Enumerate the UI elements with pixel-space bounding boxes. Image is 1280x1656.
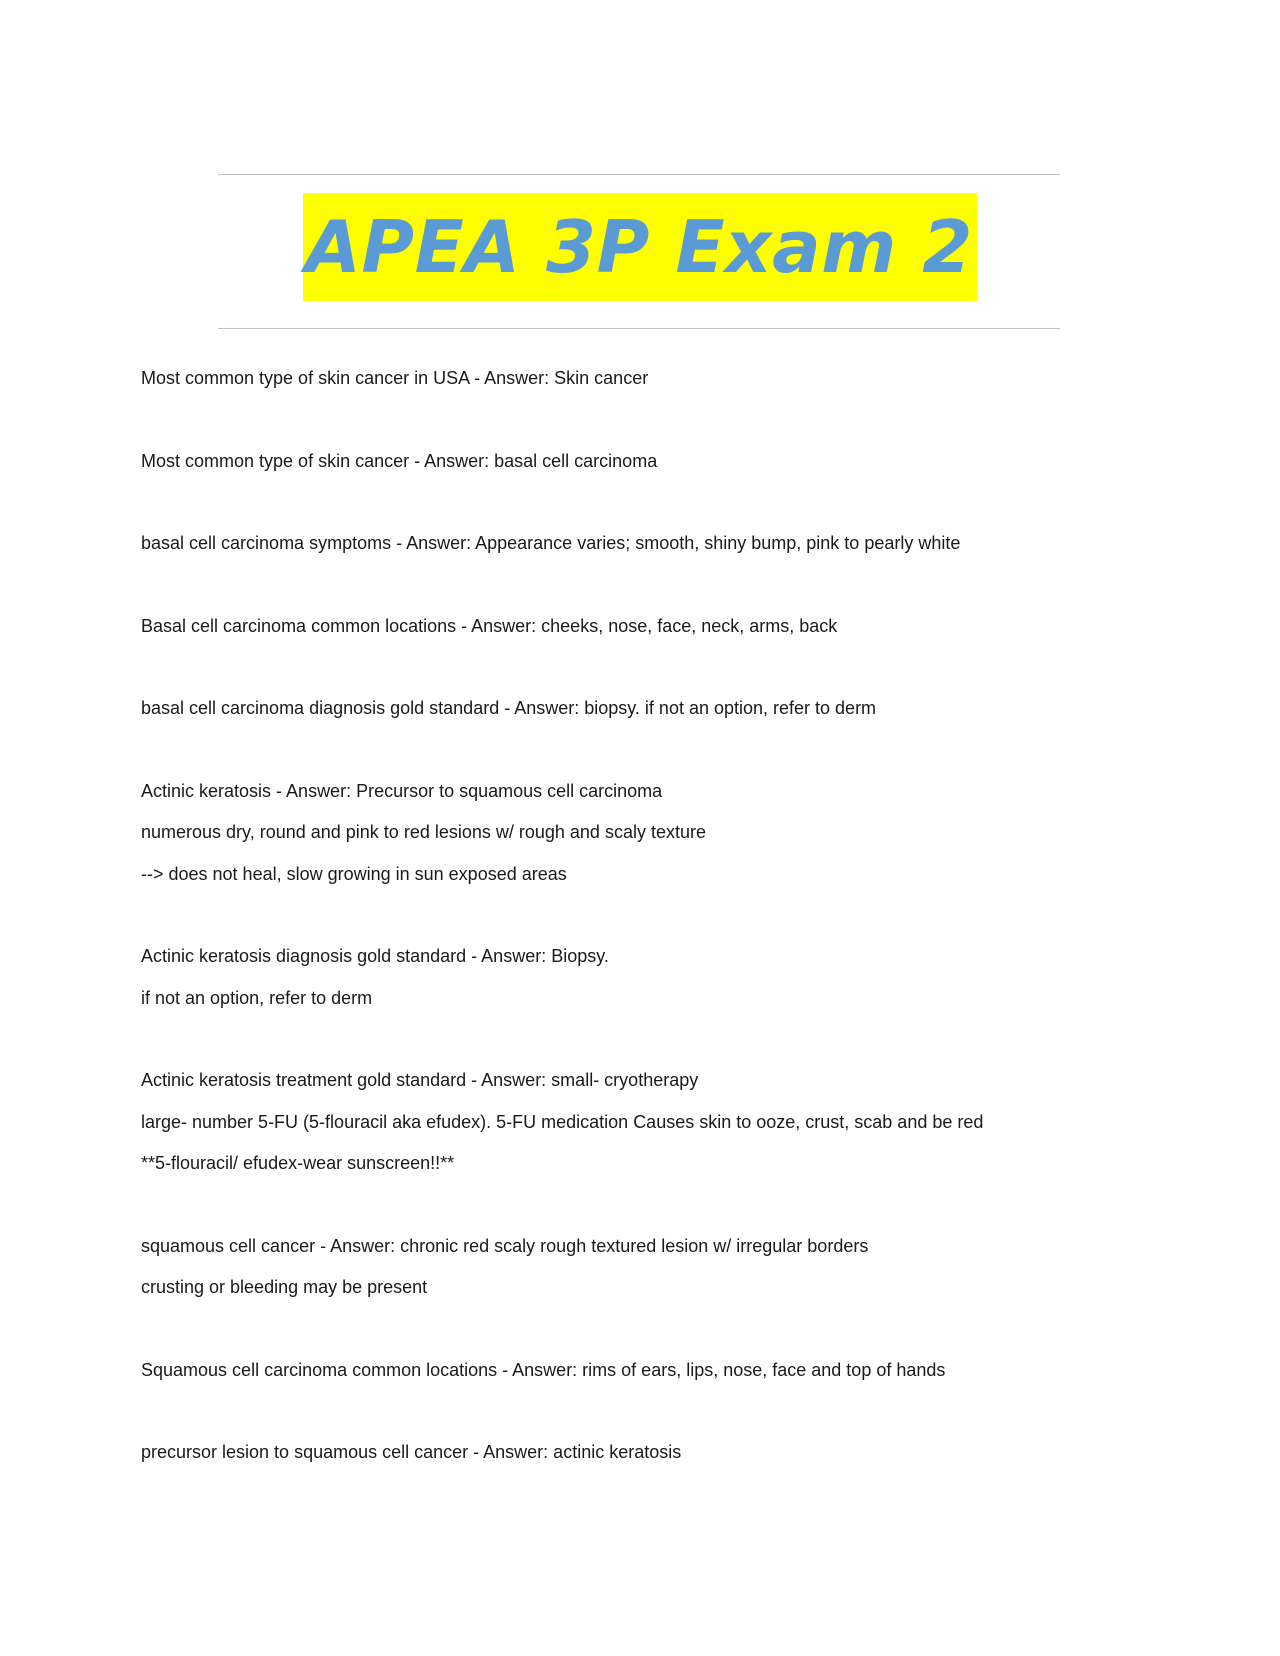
- title-rule-bottom: [218, 328, 1060, 329]
- qa-line: Squamous cell carcinoma common locations - Answer: rims of ears, lips, nose, face and top of hands: [141, 1359, 946, 1380]
- qa-line: --> does not heal, slow growing in sun exposed areas: [141, 863, 567, 884]
- qa-line: Most common type of skin cancer in USA - Answer: Skin cancer: [141, 368, 649, 388]
- qa-list: [141, 358, 1141, 1515]
- qa-line: squamous cell cancer - Answer: chronic red scaly rough textured lesion w/ irregular borders: [141, 1235, 869, 1256]
- qa-line: basal cell carcinoma diagnosis gold standard - Answer: biopsy. if not an option, refer to derm: [141, 698, 877, 718]
- qa-line: if not an option, refer to derm: [141, 987, 373, 1008]
- qa-entry: [141, 688, 1141, 730]
- qa-line: basal cell carcinoma symptoms - Answer: Appearance varies; smooth, shiny bump, pink to pearly white: [141, 533, 961, 553]
- qa-entry: [141, 523, 1141, 565]
- qa-line: Most common type of skin cancer - Answer: basal cell carcinoma: [141, 450, 658, 471]
- qa-line: **5-flouracil/ efudex-wear sunscreen!!**: [141, 1153, 455, 1173]
- qa-entry: [141, 1226, 1141, 1309]
- qa-line: crusting or bleeding may be present: [141, 1277, 428, 1297]
- qa-line: precursor lesion to squamous cell cancer - Answer: actinic keratosis: [141, 1442, 682, 1462]
- qa-entry: [141, 441, 1141, 483]
- qa-entry: [141, 1350, 1141, 1392]
- qa-line: Actinic keratosis - Answer: Precursor to squamous cell carcinoma: [141, 780, 663, 801]
- qa-line: large- number 5-FU (5-flouracil aka efudex). 5-FU medication Causes skin to ooze, crust, scab and be red: [141, 1111, 984, 1132]
- qa-entry: [141, 606, 1141, 648]
- document-title: APEA 3P Exam 2: [303, 193, 977, 301]
- title-block: [0, 193, 1280, 301]
- qa-line: Basal cell carcinoma common locations - Answer: cheeks, nose, face, neck, arms, back: [141, 615, 838, 636]
- qa-entry: [141, 771, 1141, 896]
- title-rule-top: [218, 174, 1060, 175]
- qa-entry: [141, 358, 1141, 400]
- qa-entry: [141, 936, 1141, 1019]
- qa-entry: [141, 1060, 1141, 1185]
- qa-line: Actinic keratosis diagnosis gold standard - Answer: Biopsy.: [141, 946, 609, 966]
- qa-entry: [141, 1432, 1141, 1474]
- qa-line: Actinic keratosis treatment gold standard - Answer: small- cryotherapy: [141, 1070, 699, 1090]
- qa-line: numerous dry, round and pink to red lesions w/ rough and scaly texture: [141, 822, 706, 842]
